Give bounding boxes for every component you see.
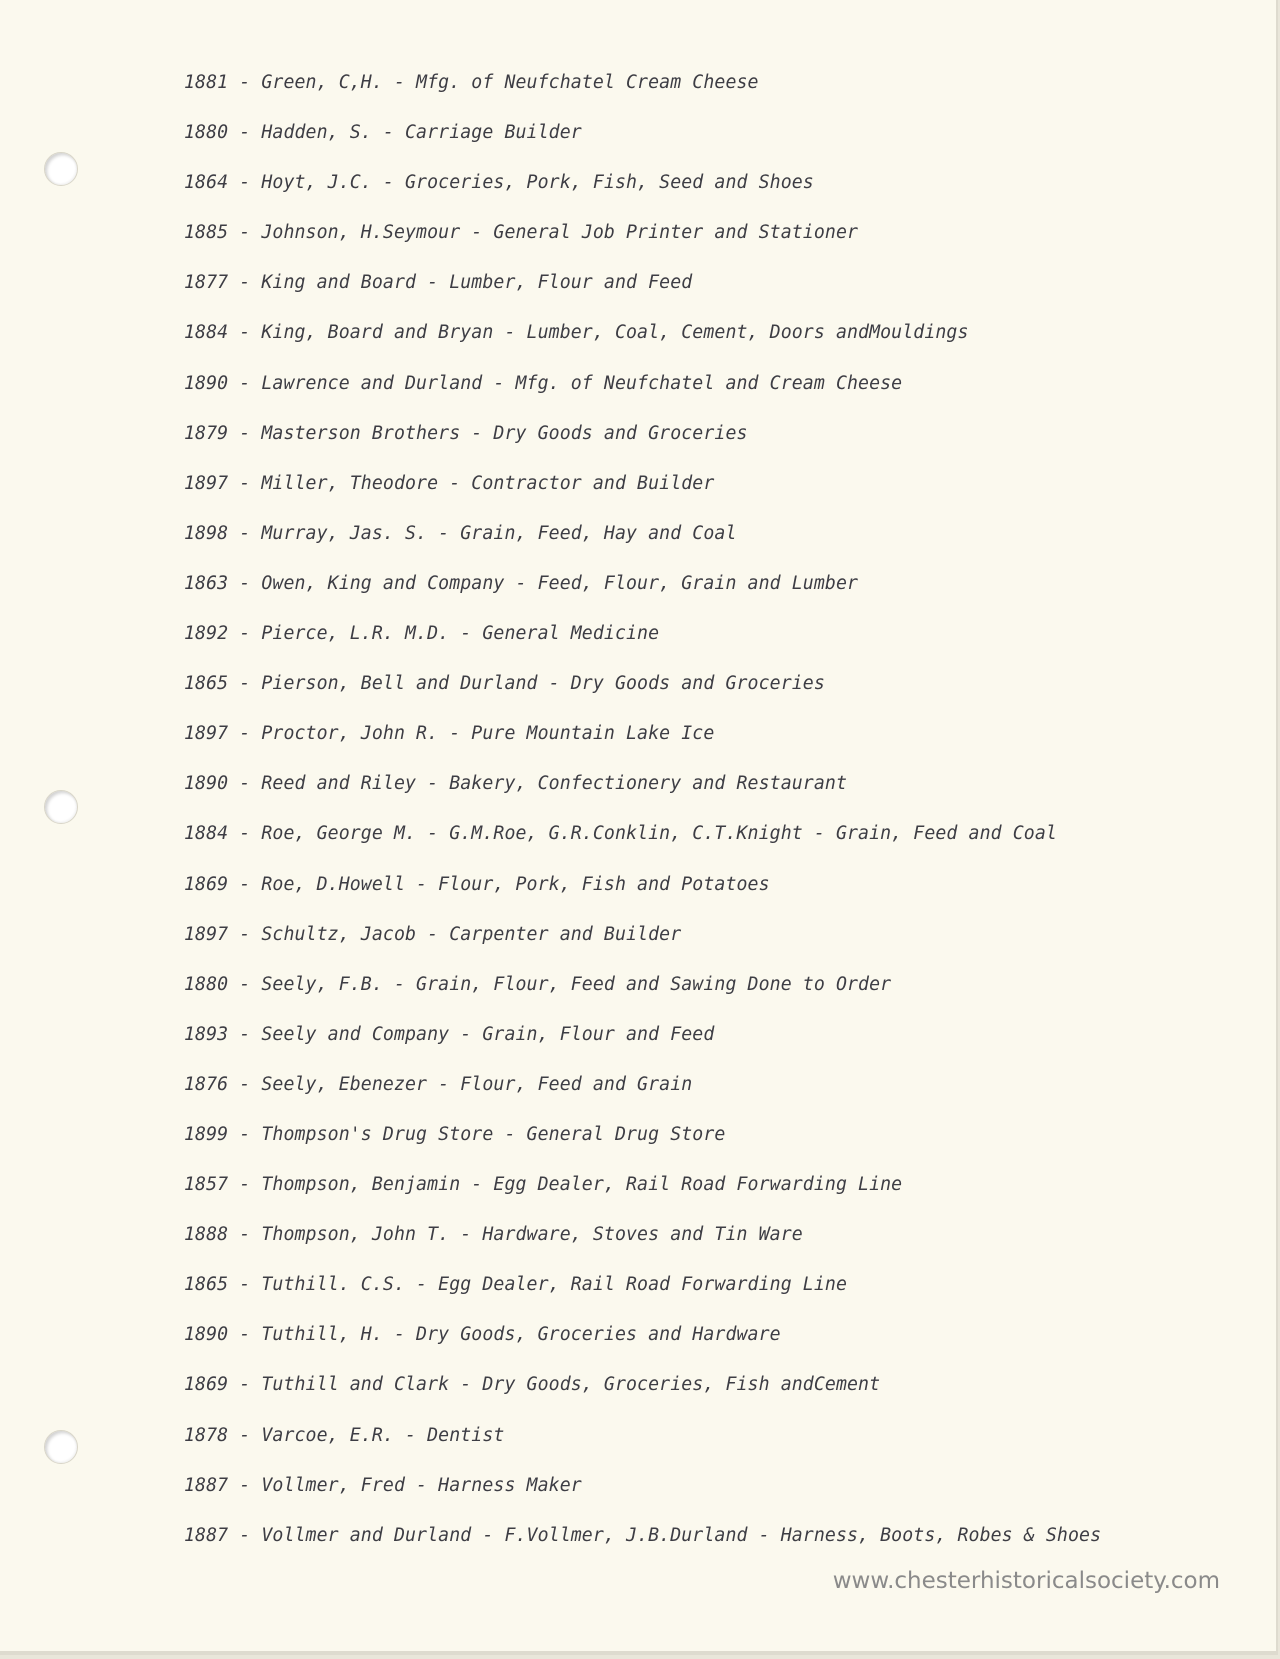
list-item: 1884 - Roe, George M. - G.M.Roe, G.R.Conklin, C.T.Knight - Grain, Feed and Coal xyxy=(184,823,1057,845)
list-item: 1884 - King, Board and Bryan - Lumber, Coal, Cement, Doors andMouldings xyxy=(184,322,969,344)
list-item: 1887 - Vollmer, Fred - Harness Maker xyxy=(184,1474,582,1496)
list-item: 1878 - Varcoe, E.R. - Dentist xyxy=(184,1424,505,1446)
punch-hole xyxy=(44,152,78,186)
business-list xyxy=(184,70,1101,1573)
list-item: 1888 - Thompson, John T. - Hardware, Stoves and Tin Ware xyxy=(184,1224,803,1246)
list-item: 1865 - Tuthill. C.S. - Egg Dealer, Rail Road Forwarding Line xyxy=(184,1274,847,1296)
list-item: 1893 - Seely and Company - Grain, Flour and Feed xyxy=(184,1023,715,1045)
list-item: 1885 - Johnson, H.Seymour - General Job Printer and Stationer xyxy=(184,222,859,244)
list-item: 1897 - Miller, Theodore - Contractor and Builder xyxy=(184,472,715,494)
punch-hole xyxy=(44,1430,78,1464)
list-item: 1898 - Murray, Jas. S. - Grain, Feed, Hay and Coal xyxy=(184,522,737,544)
list-item: 1890 - Tuthill, H. - Dry Goods, Groceries and Hardware xyxy=(184,1324,781,1346)
list-item: 1869 - Roe, D.Howell - Flour, Pork, Fish and Potatoes xyxy=(184,873,770,895)
list-item: 1890 - Lawrence and Durland - Mfg. of Neufchatel and Cream Cheese xyxy=(184,372,903,394)
website-watermark: www.chesterhistoricalsociety.com xyxy=(832,1568,1220,1594)
list-item: 1890 - Reed and Riley - Bakery, Confectionery and Restaurant xyxy=(184,773,847,795)
list-item: 1887 - Vollmer and Durland - F.Vollmer, J.B.Durland - Harness, Boots, Robes & Shoes xyxy=(184,1524,1102,1546)
list-item: 1864 - Hoyt, J.C. - Groceries, Pork, Fish, Seed and Shoes xyxy=(184,172,814,194)
list-item: 1892 - Pierce, L.R. M.D. - General Medicine xyxy=(184,623,660,645)
punch-hole xyxy=(44,790,78,824)
list-item: 1869 - Tuthill and Clark - Dry Goods, Groceries, Fish andCement xyxy=(184,1374,881,1396)
list-item: 1880 - Seely, F.B. - Grain, Flour, Feed and Sawing Done to Order xyxy=(184,973,892,995)
list-item: 1879 - Masterson Brothers - Dry Goods and Groceries xyxy=(184,422,748,444)
list-item: 1857 - Thompson, Benjamin - Egg Dealer, Rail Road Forwarding Line xyxy=(184,1174,903,1196)
list-item: 1897 - Schultz, Jacob - Carpenter and Builder xyxy=(184,923,682,945)
list-item: 1865 - Pierson, Bell and Durland - Dry Goods and Groceries xyxy=(184,673,825,695)
list-item: 1881 - Green, C,H. - Mfg. of Neufchatel Cream Cheese xyxy=(184,72,759,93)
list-item: 1880 - Hadden, S. - Carriage Builder xyxy=(184,122,582,144)
list-item: 1863 - Owen, King and Company - Feed, Flour, Grain and Lumber xyxy=(184,572,859,594)
list-item: 1899 - Thompson's Drug Store - General Drug Store xyxy=(184,1123,726,1145)
list-item: 1876 - Seely, Ebenezer - Flour, Feed and Grain xyxy=(184,1073,693,1095)
list-item: 1877 - King and Board - Lumber, Flour and Feed xyxy=(184,272,693,294)
list-item: 1897 - Proctor, John R. - Pure Mountain Lake Ice xyxy=(184,723,715,745)
